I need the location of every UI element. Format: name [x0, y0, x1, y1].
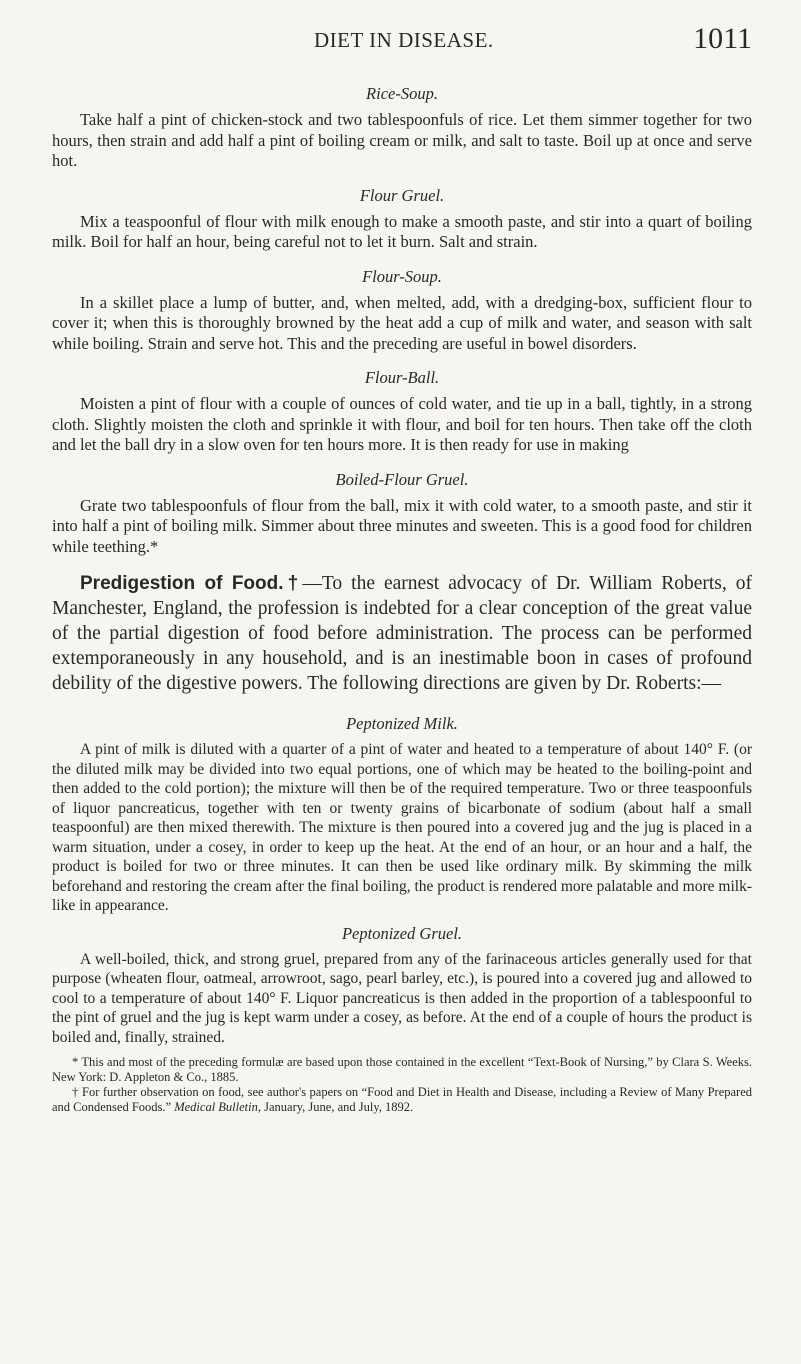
- section-heading: Peptonized Gruel.: [341, 923, 463, 943]
- section-text: In a skillet place a lump of butter, and, when melted, add, with a dredging-box, sufficient flour to cover it; when this is thoroughly browned by the heat add a cup of milk and water, and season with salt while boiling. Strain and serve hot. This and the preceding are useful in bowel disorders.: [52, 292, 752, 353]
- recipe-rice-soup: [52, 84, 752, 172]
- section-heading: Flour-Soup.: [362, 266, 442, 286]
- footnote-dagger-text: † For further observation on food, see author's papers on “Food and Diet in Health and Disease, including a Review of Many Prepared and Condensed Foods.”: [52, 1085, 752, 1114]
- section-heading: Flour-Ball.: [364, 368, 440, 387]
- predigestion-text: —To the earnest advocacy of Dr. William Roberts, of Manchester, England, the profession is indebted for a clear conception of the great value of the partial digestion of food before administration. The process can be performed extemporaneously in any household, and is an inestimable boon in cases of profound debility of the digestive powers. The following directions are given by Dr. Roberts:—: [52, 573, 753, 694]
- recipe-peptonized-gruel: [52, 924, 752, 1048]
- footnote-dagger: [52, 1085, 752, 1115]
- section-text: Mix a teaspoonful of flour with milk enough to make a smooth paste, and stir into a quart of boiling milk. Boil for half an hour, being careful not to let it burn. Salt and strain.: [52, 211, 752, 251]
- section-heading: Boiled-Flour Gruel.: [335, 469, 469, 489]
- running-head: [52, 20, 752, 60]
- footnotes: [52, 1055, 752, 1115]
- predigestion-lead: Predigestion of Food.†: [80, 573, 303, 594]
- section-text: Take half a pint of chicken-stock and two tablespoonfuls of rice. Let them simmer together for two hours, then strain and add half a pint of boiling cream or milk, and salt to taste. Boil up at once and serve hot.: [52, 110, 752, 170]
- page-number: 1011: [693, 22, 752, 55]
- recipe-flour-soup: [52, 267, 752, 355]
- section-text: A pint of milk is diluted with a quarter of a pint of water and heated to a temperature of about 140° F. (or the diluted milk may be divided into two equal portions, one of which may be heated to the boiling-point and then added to the cold portion); the mixture will then be of the required temperature. Two or three teaspoonfuls of liquor pancreaticus, together with ten or twenty grains of bicarbonate of sodium (about half a small teaspoonful) are then mixed therewith. The mixture is then poured into a covered jug and the jug is placed in a warm situation, under a cosey, in order to keep up the heat. At the end of an hour, or an hour and a half, the product is boiled for two or three minutes. It can then be used like ordinary milk. By skimming the milk beforehand and restoring the cream after the final boiling, the product is rendered more palatable and more milk-like in appearance.: [52, 741, 752, 914]
- section-heading: Flour Gruel.: [359, 185, 445, 205]
- recipe-flour-gruel: [52, 186, 752, 253]
- running-title: DIET IN DISEASE.: [314, 28, 494, 52]
- section-heading: Peptonized Milk.: [346, 714, 458, 733]
- section-heading: Rice-Soup.: [366, 84, 438, 103]
- recipe-flour-ball: [52, 368, 752, 456]
- predigestion-paragraph: [52, 571, 752, 696]
- footnote-dagger-date: January, June, and July, 1892.: [264, 1100, 414, 1114]
- section-text: A well-boiled, thick, and strong gruel, prepared from any of the farinaceous articles generally used for that purpose (wheaten flour, oatmeal, arrowroot, sago, pearl barley, etc.), is poured into a covered jug and allowed to cool to a temperature of about 140° F. Liquor pancreaticus is then added in the proportion of a tablespoonful to the pint of gruel and the jug is kept warm under a cosey, as before. At the end of a couple of hours the product is boiled and, finally, strained.: [52, 950, 752, 1046]
- recipe-boiled-flour-gruel: [52, 470, 752, 558]
- section-text: Grate two tablespoonfuls of flour from the ball, mix it with cold water, to a smooth paste, and stir it into half a pint of boiling milk. Simmer about three minutes and sweeten. This is a good food for children while teething.*: [52, 495, 752, 556]
- recipe-peptonized-milk: [52, 714, 752, 916]
- page-body: [52, 84, 752, 1115]
- section-text: Moisten a pint of flour with a couple of ounces of cold water, and tie up in a ball, tightly, in a strong cloth. Slightly moisten the cloth and sprinkle it with flour, and boil for ten hours. Then take off the cloth and let the ball dry in a slow oven for ten hours more. It is then ready for use in making: [52, 394, 752, 454]
- footnote-asterisk: * This and most of the preceding formulæ are based upon those contained in the excellent “Text-Book of Nursing,” by Clara S. Weeks. New York: D. Appleton & Co., 1885.: [52, 1055, 752, 1084]
- footnote-journal: Medical Bulletin,: [174, 1100, 261, 1114]
